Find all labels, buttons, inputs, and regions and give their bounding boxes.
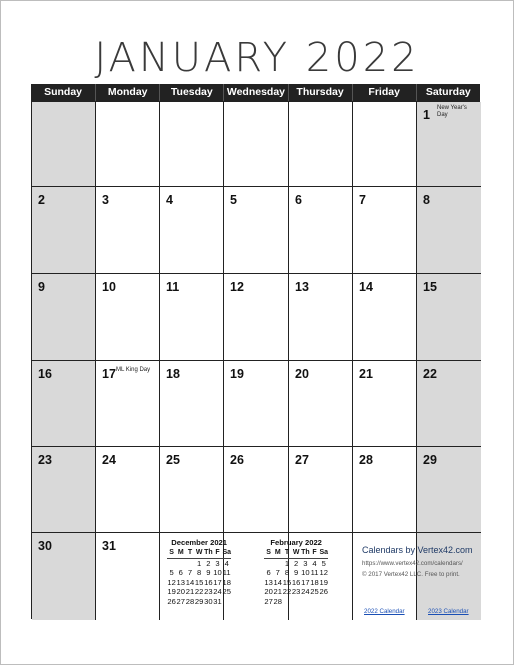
mini-calendar-day: 1 xyxy=(197,558,202,568)
day-cell xyxy=(32,274,96,361)
brand-text: Calendars by Vertex42.com xyxy=(362,545,473,555)
day-number: 7 xyxy=(359,193,366,207)
mini-calendar-day: 13 xyxy=(176,577,185,587)
day-cell xyxy=(96,361,160,447)
day-number: 21 xyxy=(359,367,373,381)
mini-calendar-day xyxy=(282,597,291,607)
mini-calendar-day: 22 xyxy=(282,587,292,597)
mini-calendar-day: 12 xyxy=(167,577,176,587)
day-cell xyxy=(224,447,289,533)
day-number: 6 xyxy=(295,193,302,207)
mini-calendar-day: 29 xyxy=(194,596,204,606)
day-number: 11 xyxy=(166,280,180,294)
day-cell xyxy=(224,102,289,187)
day-number: 18 xyxy=(166,367,180,381)
day-cell xyxy=(417,274,481,361)
day-cell xyxy=(353,187,417,274)
weekday-saturday: Saturday xyxy=(416,84,480,101)
day-cell xyxy=(96,533,160,620)
mini-calendar-day: 28 xyxy=(273,596,282,606)
mini-calendar-row xyxy=(264,587,328,597)
calendar-grid xyxy=(31,101,480,619)
day-cell xyxy=(32,102,96,187)
mini-calendar-day: 5 xyxy=(321,558,326,568)
day-cell xyxy=(224,274,289,361)
mini-calendar-weekday: W xyxy=(292,548,301,558)
day-cell xyxy=(289,187,353,274)
mini-calendar-day: 6 xyxy=(178,568,183,578)
day-cell xyxy=(417,187,481,274)
mini-calendar-table xyxy=(264,548,328,607)
day-number: 14 xyxy=(359,280,373,294)
copyright-text: © 2017 Vertex42 LLC. Free to print. xyxy=(362,571,460,578)
day-cell xyxy=(160,274,224,361)
mini-calendar-day: 7 xyxy=(275,568,280,578)
mini-calendar-day: 8 xyxy=(197,568,202,578)
mini-calendar-day: 9 xyxy=(294,568,299,578)
mini-calendar-day: 9 xyxy=(206,568,211,578)
day-number: 2 xyxy=(38,193,45,207)
day-number: 13 xyxy=(295,280,309,294)
day-cell xyxy=(417,361,481,447)
mini-calendar-weekday: S xyxy=(167,548,176,558)
day-cell xyxy=(160,361,224,447)
mini-calendar-day: 19 xyxy=(167,587,176,597)
mini-calendar-day: 24 xyxy=(213,587,222,597)
day-cell xyxy=(32,187,96,274)
day-number: 10 xyxy=(102,280,116,294)
day-cell xyxy=(289,102,353,187)
mini-calendar-weekday: W xyxy=(195,548,204,558)
mini-calendar-day: 16 xyxy=(291,577,301,587)
mini-calendar-row xyxy=(264,578,328,588)
day-cell xyxy=(160,187,224,274)
mini-calendar-day: 11 xyxy=(310,568,319,578)
mini-calendar-weekday: T xyxy=(185,548,194,558)
mini-calendar-day xyxy=(176,558,185,568)
day-number: 20 xyxy=(295,367,309,381)
mini-calendar-title: February 2022 xyxy=(270,538,322,547)
mini-calendar-day: 8 xyxy=(284,568,290,578)
mini-calendar-day: 16 xyxy=(204,577,213,587)
day-number: 15 xyxy=(423,280,437,294)
mini-calendar-day: 14 xyxy=(185,577,195,587)
day-number: 5 xyxy=(230,193,237,207)
mini-calendar-day: 2 xyxy=(206,558,211,568)
mini-calendar-day: 17 xyxy=(301,577,310,587)
day-cell xyxy=(353,361,417,447)
mini-calendar-weekday: M xyxy=(176,548,185,558)
day-number: 9 xyxy=(38,280,45,294)
mini-calendar-day: 31 xyxy=(213,596,222,606)
day-cell xyxy=(96,274,160,361)
day-cell xyxy=(353,447,417,533)
mini-calendar-weekday: Sa xyxy=(319,548,328,558)
weekday-sunday: Sunday xyxy=(44,86,83,98)
mini-calendar-day: 30 xyxy=(204,596,213,606)
mini-calendar-day: 5 xyxy=(169,568,174,578)
day-cell xyxy=(32,361,96,447)
mini-calendar-day: 26 xyxy=(167,596,176,606)
day-number: 3 xyxy=(102,193,109,207)
mini-calendar-row xyxy=(264,597,328,607)
mini-calendar-day: 18 xyxy=(310,577,319,587)
mini-calendar-day: 23 xyxy=(291,587,301,597)
mini-calendar-day xyxy=(222,597,231,607)
mini-calendar-day: 15 xyxy=(282,577,292,587)
mini-calendar-header-row xyxy=(264,548,328,558)
day-number: 31 xyxy=(102,539,116,553)
mini-calendar-day: 15 xyxy=(194,577,204,587)
day-number: 30 xyxy=(38,539,52,553)
mini-calendar-day: 28 xyxy=(185,596,195,606)
day-number: 25 xyxy=(166,453,180,467)
mini-calendar-day: 4 xyxy=(312,558,317,568)
mini-calendar-day: 13 xyxy=(264,577,273,587)
mini-calendar-day: 17 xyxy=(213,577,222,587)
mini-calendar-day: 14 xyxy=(273,577,282,587)
day-cell xyxy=(96,102,160,187)
mini-calendar-day: 3 xyxy=(303,558,308,568)
day-cell xyxy=(32,447,96,533)
day-cell xyxy=(224,187,289,274)
mini-calendar-day: 4 xyxy=(224,558,229,568)
mini-calendar-row xyxy=(264,568,328,578)
mini-calendar-row xyxy=(167,558,231,568)
day-number: 23 xyxy=(38,453,52,467)
day-cell xyxy=(224,361,289,447)
mini-calendar-day: 25 xyxy=(310,587,319,597)
day-number: 1 xyxy=(423,108,430,122)
mini-calendar-day: 26 xyxy=(319,587,328,597)
mini-calendar-day xyxy=(264,558,273,568)
day-number: 28 xyxy=(359,453,373,467)
page-title: JANUARY 2022 xyxy=(94,35,420,81)
mini-calendar-day xyxy=(273,558,282,568)
brand-url[interactable]: https://www.vertex42.com/calendars/ xyxy=(362,560,463,567)
mini-calendar-day xyxy=(310,597,319,607)
weekday-header xyxy=(31,84,480,101)
mini-calendar-row xyxy=(167,578,231,588)
mini-calendar-day: 7 xyxy=(187,568,193,578)
day-cell xyxy=(160,447,224,533)
mini-calendar-row xyxy=(264,558,328,568)
mini-calendar-day: 3 xyxy=(215,558,220,568)
mini-calendar-day: 27 xyxy=(176,596,185,606)
holiday-label: New Year's Day xyxy=(437,105,467,118)
mini-calendar-day: 6 xyxy=(266,568,271,578)
mini-calendar-day xyxy=(301,597,310,607)
link-2023-calendar[interactable]: 2023 Calendar xyxy=(428,608,469,615)
weekday-friday: Friday xyxy=(352,84,416,101)
day-number: 4 xyxy=(166,193,173,207)
mini-calendar-day: 25 xyxy=(222,587,231,597)
mini-calendar-day xyxy=(185,558,194,568)
mini-calendar-weekday: T xyxy=(282,548,291,558)
mini-calendar-weekday: Sa xyxy=(222,548,231,558)
mini-calendar-day: 24 xyxy=(301,587,310,597)
day-number: 24 xyxy=(102,453,116,467)
mini-calendar-weekday: Th xyxy=(204,548,213,558)
mini-calendar-weekday: F xyxy=(310,548,319,558)
mini-calendar-day: 12 xyxy=(319,568,328,578)
mini-calendar-day xyxy=(167,558,176,568)
day-number: 8 xyxy=(423,193,430,207)
mini-calendar-day: 10 xyxy=(213,568,222,578)
link-2022-calendar[interactable]: 2022 Calendar xyxy=(364,608,405,615)
mini-calendar-december xyxy=(167,538,231,607)
mini-calendar-day: 20 xyxy=(264,587,273,597)
mini-calendar-weekday: S xyxy=(264,548,273,558)
mini-calendar-february xyxy=(264,538,328,607)
mini-calendar-table xyxy=(167,548,231,607)
mini-calendar-day xyxy=(319,597,328,607)
day-cell xyxy=(96,447,160,533)
day-number: 12 xyxy=(230,280,244,294)
day-cell xyxy=(32,533,96,620)
mini-calendar-day: 11 xyxy=(222,568,231,578)
weekday-wednesday: Wednesday xyxy=(223,84,287,101)
day-number: 16 xyxy=(38,367,52,381)
mini-calendar-title: December 2021 xyxy=(171,538,228,547)
day-cell xyxy=(289,274,353,361)
day-cell xyxy=(417,447,481,533)
day-number: 26 xyxy=(230,453,244,467)
mini-calendar-weekday: F xyxy=(213,548,222,558)
day-cell xyxy=(353,274,417,361)
mini-calendar-day: 23 xyxy=(204,587,213,597)
mini-calendar-day: 20 xyxy=(176,587,185,597)
mini-calendar-weekday: M xyxy=(273,548,282,558)
day-cell xyxy=(96,187,160,274)
mini-calendar-weekday: Th xyxy=(301,548,310,558)
day-number: 19 xyxy=(230,367,244,381)
mini-calendar-day: 2 xyxy=(294,558,299,568)
mini-calendar-day: 21 xyxy=(273,587,282,597)
mini-calendar-day: 1 xyxy=(284,558,290,568)
day-cell xyxy=(353,102,417,187)
day-cell xyxy=(289,447,353,533)
holiday-label: ML King Day xyxy=(116,367,151,373)
mini-calendar-day: 27 xyxy=(264,596,273,606)
day-number: 29 xyxy=(423,453,437,467)
day-cell xyxy=(289,361,353,447)
mini-calendar-row xyxy=(167,568,231,578)
mini-calendar-day: 10 xyxy=(301,568,310,578)
day-cell xyxy=(160,102,224,187)
mini-calendar-row xyxy=(167,597,231,607)
mini-calendar-header-row xyxy=(167,548,231,558)
mini-calendar-day xyxy=(292,597,301,607)
day-number: 27 xyxy=(295,453,309,467)
mini-calendar-day: 22 xyxy=(194,587,204,597)
mini-calendar-day: 18 xyxy=(222,577,231,587)
weekday-thursday: Thursday xyxy=(288,84,352,101)
mini-calendar-day: 19 xyxy=(319,577,328,587)
day-cell xyxy=(417,102,481,187)
mini-calendar-row xyxy=(167,587,231,597)
weekday-monday: Monday xyxy=(95,84,159,101)
weekday-tuesday: Tuesday xyxy=(159,84,223,101)
day-number: 22 xyxy=(423,367,437,381)
mini-calendar-day: 21 xyxy=(185,587,195,597)
day-number: 17 xyxy=(102,367,116,381)
